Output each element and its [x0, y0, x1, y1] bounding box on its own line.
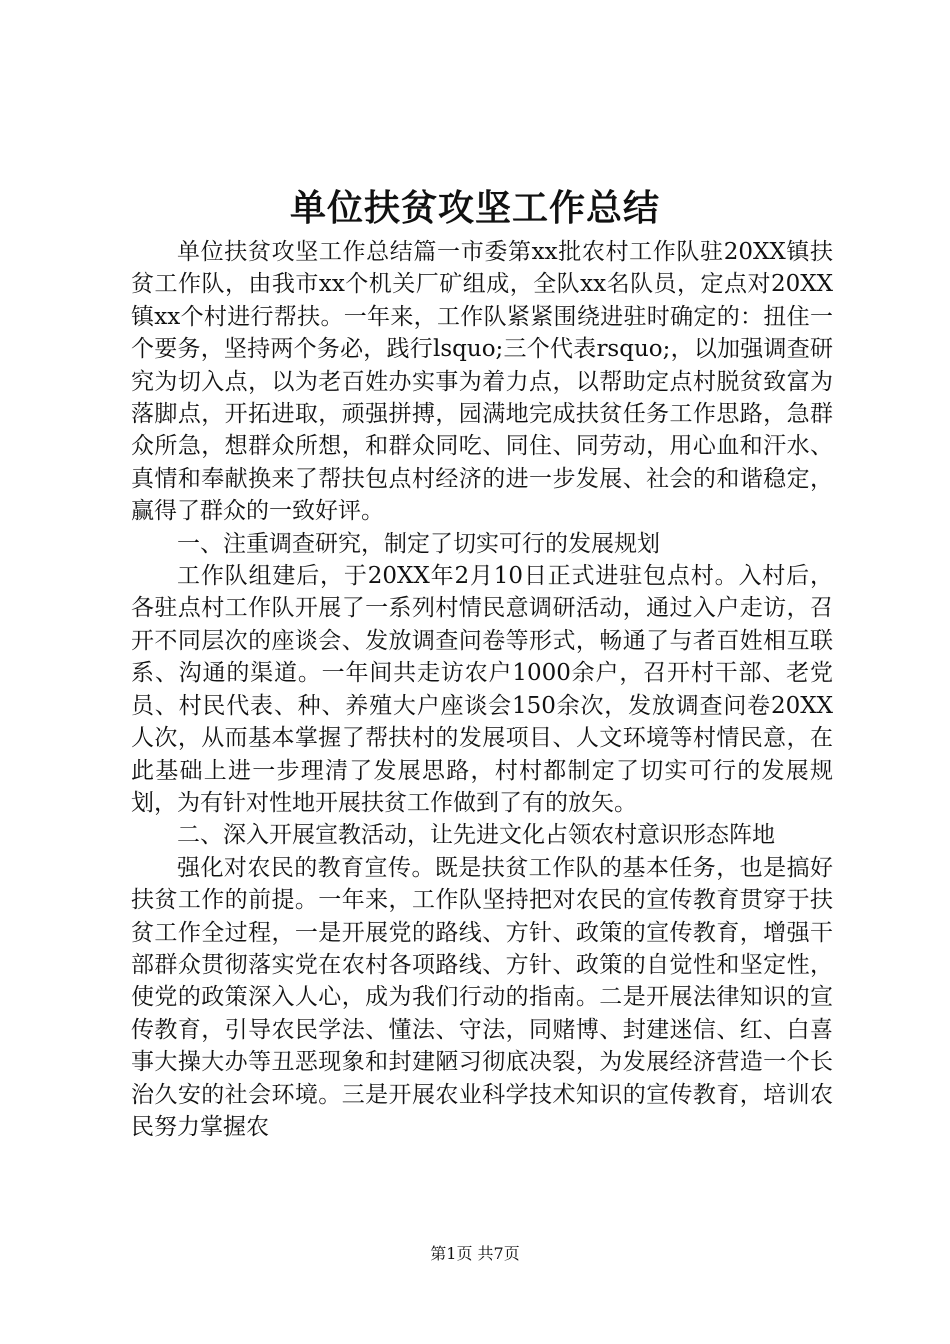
document-title: 单位扶贫攻坚工作总结	[289, 187, 660, 229]
section-heading-2: 二、深入开展宣教活动，让先进文化占领农村意识形态阵地	[177, 822, 775, 849]
page-number-footer: 第1页 共7页	[430, 1244, 520, 1263]
paragraph-section-2: 强化对农民的教育宣传。既是扶贫工作队的基本任务，也是搞好扶贫工作的前提。一年来，工作队坚持把对农民的宣传教育贯穿于扶贫工作全过程，一是开展党的路线、方针、政策的宣传教育，增强干部群众贯彻落实党在农村各项路线、方针、政策的自觉性和坚定性，使党的政策深入人心，成为我们行动的指南。二是开展法律知识的宣传教育，引导农民学法、懂法、守法，同赌博、封建迷信、红、白喜事大操大办等丑恶现象和封建陋习彻底决裂，为发展经济营造一个长治久安的社会环境。三是开展农业科学技术知识的宣传教育，培训农民努力掌握农	[131, 854, 833, 1140]
section-heading-1: 一、注重调查研究，制定了切实可行的发展规划	[177, 530, 660, 557]
document-body	[131, 236, 833, 1143]
paragraph-intro: 单位扶贫攻坚工作总结篇一市委第xx批农村工作队驻20XX镇扶贫工作队，由我市xx个机关厂矿组成，全队xx名队员，定点对20XX镇xx个村进行帮扶。一年来，工作队紧紧围绕进驻时确定的：扭住一个要务，坚持两个务必，践行lsquo;三个代表rsquo;，以加强调查研究为切入点，以为老百姓办实事为着力点，以帮助定点村脱贫致富为落脚点，开拓进取，顽强拼搏，园满地完成扶贫任务工作思路，急群众所急，想群众所想，和群众同吃、同住、同劳动，用心血和汗水、真情和奉献换来了帮扶包点村经济的进一步发展、社会的和谐稳定，赢得了群众的一致好评。	[131, 239, 833, 525]
paragraph-section-1: 工作队组建后，于20XX年2月10日正式进驻包点村。入村后，各驻点村工作队开展了一系列村情民意调研活动，通过入户走访，召开不同层次的座谈会、发放调查问卷等形式，畅通了与者百姓相互联系、沟通的渠道。一年间共走访农户1000余户，召开村干部、老党员、村民代表、种、养殖大户座谈会150余次，发放调查问卷20XX人次，从而基本掌握了帮扶村的发展项目、人文环境等村情民意，在此基础上进一步理清了发展思路，村村都制定了切实可行的发展规划，为有针对性地开展扶贫工作做到了有的放矢。	[131, 563, 833, 816]
